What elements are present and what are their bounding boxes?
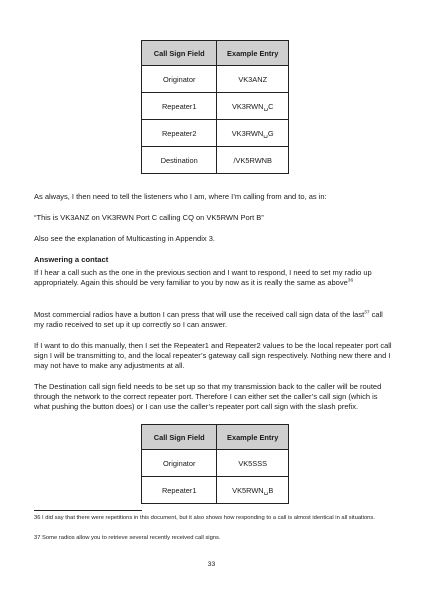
paragraph: Also see the explanation of Multicasting in Appendix 3. [34,234,215,243]
table-row [142,450,289,477]
table-row [142,93,289,120]
section-heading: Answering a contact [34,255,109,264]
paragraph-text: If I hear a call such as the one in the previous section and I want to respond, I need to set my radio up appropriately. Again this should be very familiar to you by now as it is really the same as above [34,268,372,288]
table-header-row [142,425,289,450]
column-header: Example Entry [217,41,289,66]
table-cell: Repeater1 [142,93,217,120]
table-row [142,477,289,504]
table-cell: /VK5RWNB [217,147,289,174]
table-cell: VK3RWN␣G [217,120,289,147]
call-sign-table-2 [141,424,289,504]
table-cell: Repeater2 [142,120,217,147]
paragraph: As always, I then need to tell the listeners who I am, where I’m calling from and to, as in: [34,192,327,201]
paragraph [34,268,394,288]
footnote-ref: 36 [347,278,354,284]
call-sign-table-1 [141,40,289,174]
quote-paragraph: “This is VK3ANZ on VK3RWN Port C calling CQ on VK5RWN Port B” [34,213,264,222]
table-row [142,66,289,93]
column-header: Call Sign Field [142,425,217,450]
paragraph [34,310,394,330]
paragraph: The Destination call sign field needs to be set up so that my transmission back to the caller will be routed through the network to the correct repeater port. Therefore I can either set the caller’s call sign (which is what pushing the button does) or I can use the caller’s repeater port call sign with the slash prefix. [34,382,382,412]
footnote-divider [34,510,142,511]
column-header: Call Sign Field [142,41,217,66]
column-header: Example Entry [217,425,289,450]
footnote: 37 Some radios allow you to retrieve several recently received call signs. [34,535,221,541]
table-cell: Originator [142,66,217,93]
paragraph: If I want to do this manually, then I set the Repeater1 and Repeater2 values to be the local repeater port call sign I will be transmitting to, and the local repeater’s gateway call sign respectively. Nothing new there and I may not have to make any adjustments at all. [34,341,392,371]
table-row [142,120,289,147]
page-number: 33 [207,561,216,568]
table-header-row [142,41,289,66]
table-cell: VK3RWN␣C [217,93,289,120]
table-cell: VK5RWN␣B [217,477,289,504]
table-cell: Repeater1 [142,477,217,504]
table-cell: Originator [142,450,217,477]
paragraph-text: call my radio received to set up it up correctly so I can answer. [34,310,383,330]
table-cell: VK5SSS [217,450,289,477]
table-cell: VK3ANZ [217,66,289,93]
table-row [142,147,289,174]
paragraph-text: Most commercial radios have a button I can press that will use the received call sign data of the last [34,310,365,319]
footnote-ref: 37 [364,310,370,316]
footnote: 36 I did say that there were repetitions in this document, but it also shows how responding to a call is almost identical in all situations. [34,515,375,521]
table-cell: Destination [142,147,217,174]
